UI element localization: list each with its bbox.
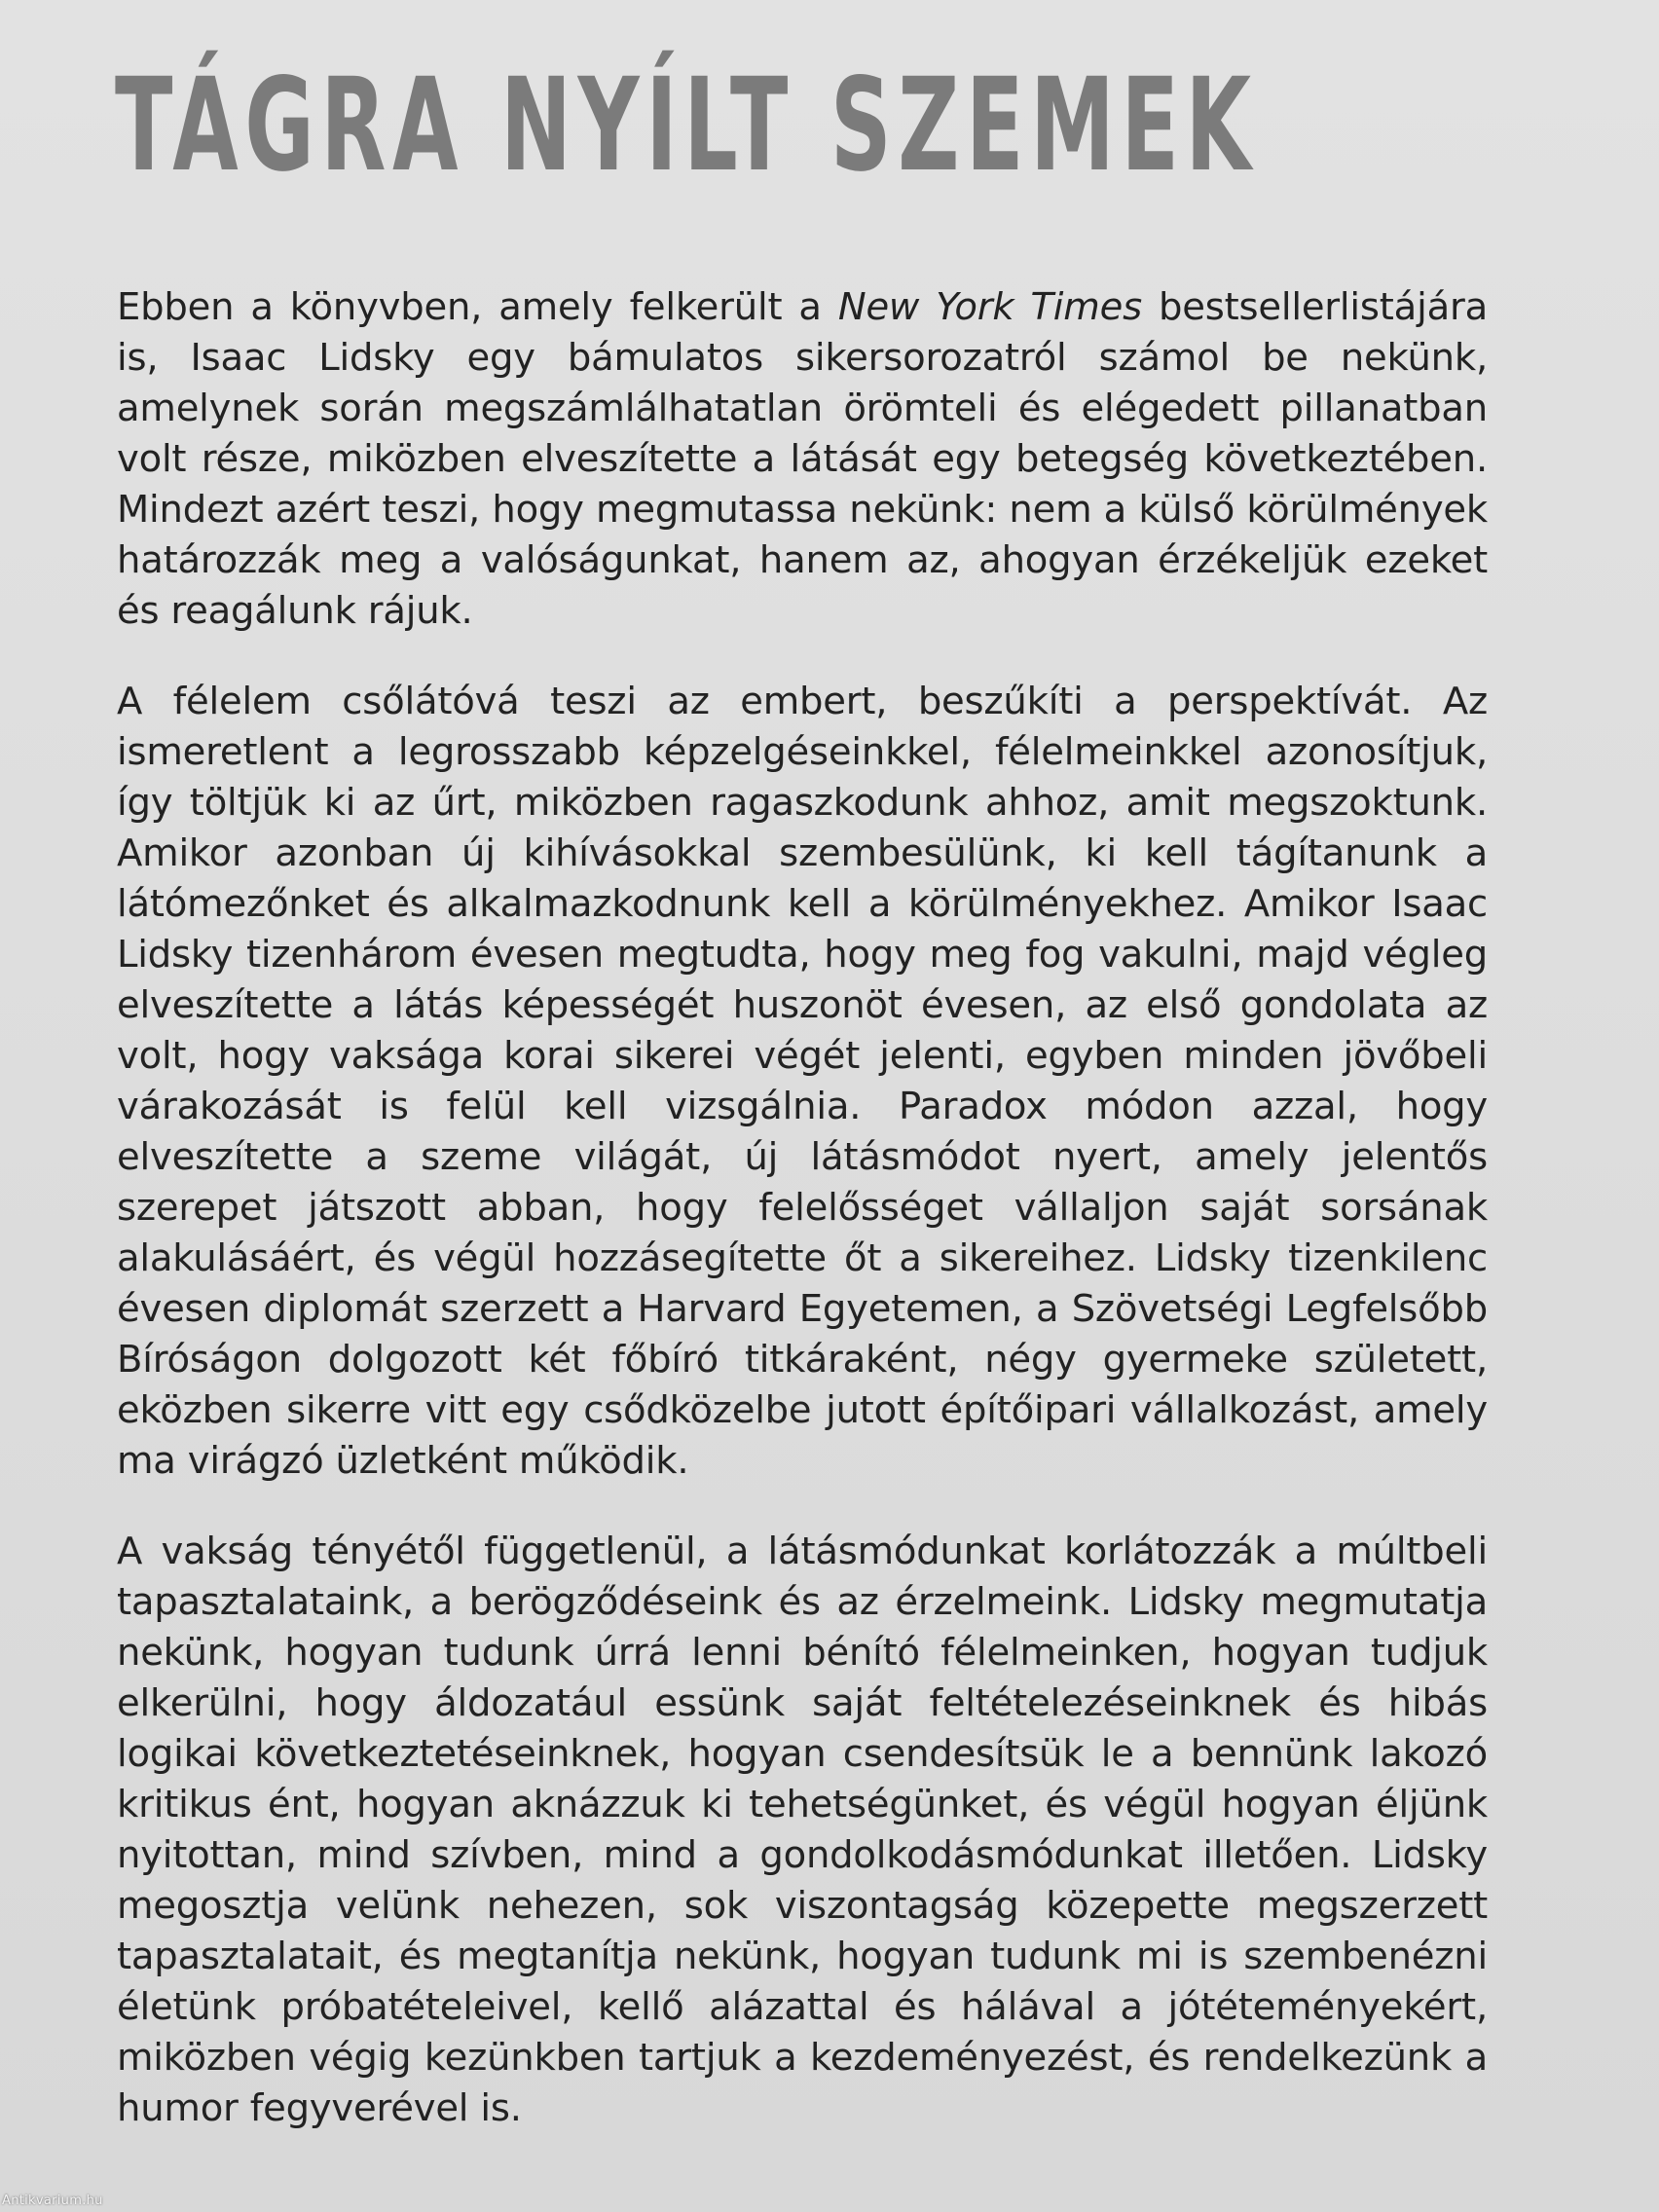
- blurb-paragraph-1-start: Ebben a könyvben, amely felkerült a: [117, 285, 838, 329]
- blurb-paragraph-1-rest: bestsellerlistájára is, Isaac Lidsky egy bámulatos sikersorozatról számol be nekünk, amelynek során megszámlálhatatlan örömteli és elégedett pillanatban volt része, miközben elveszítette a látását egy betegség következtében. Mindezt azért teszi, hogy megmutassa nekünk: nem a külső körülmények határozzák meg a valóságunkat, hanem az, ahogyan érzékeljük ezeket és reagálunk rájuk.: [117, 285, 1488, 633]
- watermark: Antikvarium.hu: [2, 2194, 103, 2208]
- newspaper-title: New York Times: [837, 285, 1142, 329]
- blurb-paragraph-3: A vakság tényétől függetlenül, a látásmódunkat korlátozzák a múltbeli tapasztalataink, a berögződéseink és az érzelmeink. Lidsky megmutatja nekünk, hogyan tudunk úrrá lenni bénító félelmeinken, hogyan tudjuk elkerülni, hogy áldozatául essünk saját feltételezéseinknek és hibás logikai következtetéseinknek, hogyan csendesítsük le a bennünk lakozó kritikus ént, hogyan aknázzuk ki tehetségünket, és végül hogyan éljünk nyitottan, mind szívben, mind a gondolkodásmódunkat illetően. Lidsky megosztja velünk nehezen, sok viszontagság közepette megszerzett tapasztalatait, és megtanítja nekünk, hogyan tudunk mi is szembenézni életünk próbatételeivel, kellő alázattal és hálával a jótéteményekért, miközben végig kezünkben tartjuk a kezdeményezést, és rendelkezünk a humor fegyverével is.: [117, 1530, 1488, 2130]
- blurb-text: [117, 282, 1488, 2134]
- blurb-paragraph-1: [117, 282, 1488, 637]
- book-title: TÁGRA NYÍLT SZEMEK: [115, 51, 1258, 201]
- blurb-paragraph-2: A félelem csőlátóvá teszi az embert, beszűkíti a perspektívát. Az ismeretlent a legrosszabb képzelgéseinkkel, félelmeinkkel azonosítjuk, így töltjük ki az űrt, miközben ragaszkodunk ahhoz, amit megszoktunk. Amikor azonban új kihívásokkal szembesülünk, ki kell tágítanunk a látómezőnket és alkalmazkodnunk kell a körülményekhez. Amikor Isaac Lidsky tizenhárom évesen megtudta, hogy meg fog vakulni, majd végleg elveszítette a látás képességét huszonöt évesen, az első gondolata az volt, hogy vaksága korai sikerei végét jelenti, egyben minden jövőbeli várakozását is felül kell vizsgálnia. Paradox módon azzal, hogy elveszítette a szeme világát, új látásmódot nyert, amely jelentős szerepet játszott abban, hogy felelősséget vállaljon saját sorsának alakulásáért, és végül hozzásegítette őt a sikereihez. Lidsky tizenkilenc évesen diplomát szerzett a Harvard Egyetemen, a Szövetségi Legfelsőbb Bíróságon dolgozott két főbíró titkáraként, négy gyermeke született, eközben sikerre vitt egy csődközelbe jutott építőipari vállalkozást, amely ma virágzó üzletként működik.: [117, 680, 1488, 1483]
